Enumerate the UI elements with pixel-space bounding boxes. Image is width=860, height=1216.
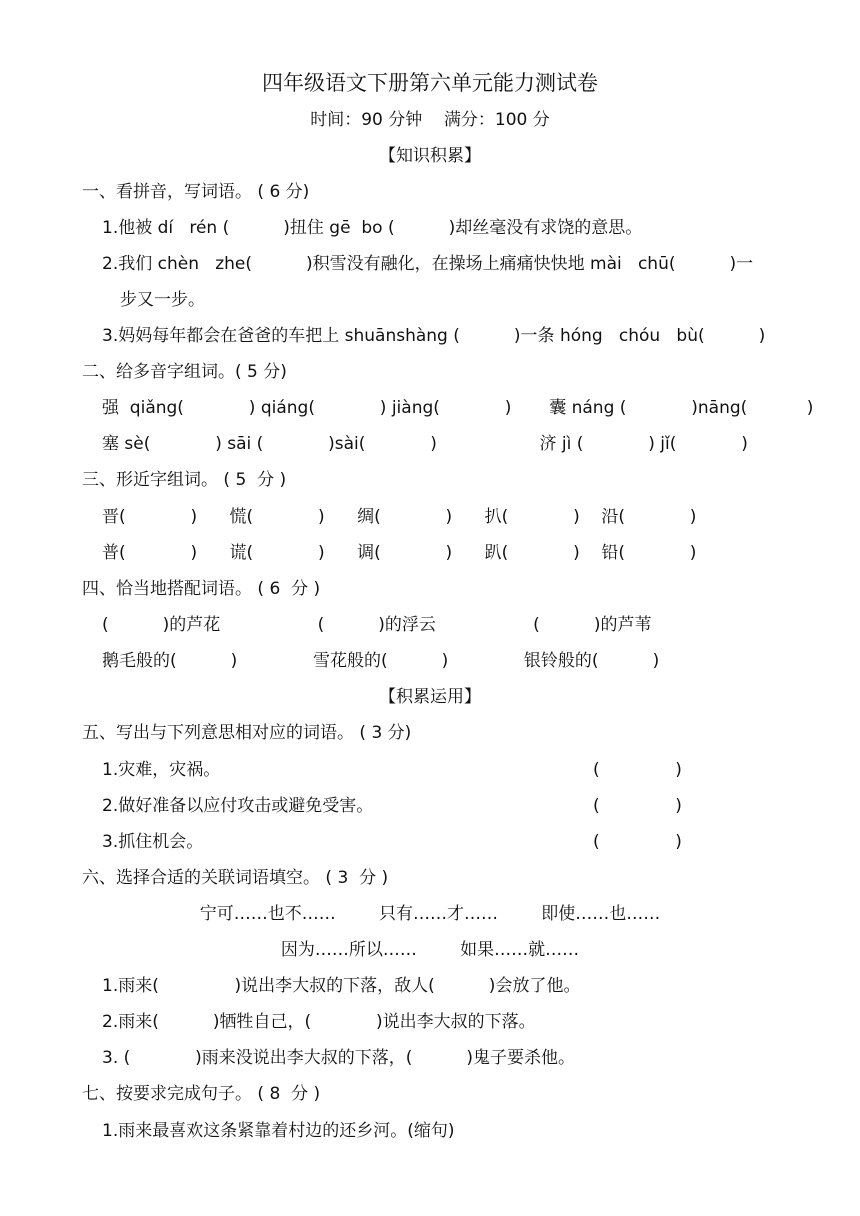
q5-item-1: 1.灾难，灾祸。 xyxy=(102,760,221,780)
q7-heading: 七、按要求完成句子。 ( 8 分 ) xyxy=(82,1084,321,1104)
q5-answer-blank-1: ( ) xyxy=(593,760,682,780)
q7-item-1: 1.雨来最喜欢这条紧靠着村边的还乡河。(缩句) xyxy=(102,1121,455,1141)
q3-row-2: 普( ) 谎( ) 调( ) 趴( ) 铅( ) xyxy=(102,543,697,563)
section-heading-knowledge: 【知识积累】 xyxy=(379,146,481,166)
q6-item-2: 2.雨来( )牺牲自己，( )说出李大叔的下落。 xyxy=(102,1012,536,1032)
q5-answer-blank-3: ( ) xyxy=(593,832,682,852)
q3-row-1: 晋( ) 慌( ) 绸( ) 扒( ) 沿( ) xyxy=(102,507,697,527)
page-title: 四年级语文下册第六单元能力测试卷 xyxy=(262,71,598,95)
q1-heading: 一、看拼音，写词语。 ( 6 分) xyxy=(82,182,310,202)
q5-answer-blank-2: ( ) xyxy=(593,796,682,816)
exam-info: 时间：90 分钟 满分：100 分 xyxy=(310,110,550,130)
q5-item-3: 3.抓住机会。 xyxy=(102,832,204,852)
q1-item-2: 2.我们 chèn zhe( )积雪没有融化，在操场上痛痛快快地 mài chū( )一 xyxy=(102,254,754,274)
q5-heading: 五、写出与下列意思相对应的词语。 ( 3 分) xyxy=(82,723,412,743)
q2-heading: 二、给多音字组词。( 5 分) xyxy=(82,362,287,382)
q4-row-2: 鹅毛般的( ) 雪花般的( ) 银铃般的( ) xyxy=(102,651,660,671)
q1-item-2-cont: 步又一步。 xyxy=(120,290,205,310)
q3-heading: 三、形近字组词。 ( 5 分 ) xyxy=(82,470,287,490)
q6-heading: 六、选择合适的关联词语填空。 ( 3 分 ) xyxy=(82,868,389,888)
q2-row-1: 强 qiǎng( ) qiáng( ) jiàng( ) 囊 náng ( )nāng( ) xyxy=(102,398,814,418)
q4-row-1: ( )的芦花 ( )的浮云 ( )的芦苇 xyxy=(102,615,652,635)
q6-options-row-2: 因为……所以…… 如果……就…… xyxy=(280,940,580,960)
q1-item-1: 1.他被 dí rén ( )扭住 gē bo ( )却丝毫没有求饶的意思。 xyxy=(102,218,643,238)
q6-item-1: 1.雨来( )说出李大叔的下落，敌人( )会放了他。 xyxy=(102,976,581,996)
section-heading-application: 【积累运用】 xyxy=(379,687,481,707)
q5-item-2: 2.做好准备以应付攻击或避免受害。 xyxy=(102,796,374,816)
q1-item-3: 3.妈妈每年都会在爸爸的车把上 shuānshàng ( )一条 hóng chóu bù( ) xyxy=(102,326,766,346)
q6-item-3: 3. ( )雨来没说出李大叔的下落，( )鬼子要杀他。 xyxy=(102,1048,576,1068)
q6-options-row-1: 宁可……也不…… 只有……才…… 即使……也…… xyxy=(199,904,661,924)
q4-heading: 四、恰当地搭配词语。 ( 6 分 ) xyxy=(82,579,321,599)
q2-row-2: 塞 sè( ) sāi ( )sài( ) 济 jì ( ) jǐ( ) xyxy=(102,434,748,454)
